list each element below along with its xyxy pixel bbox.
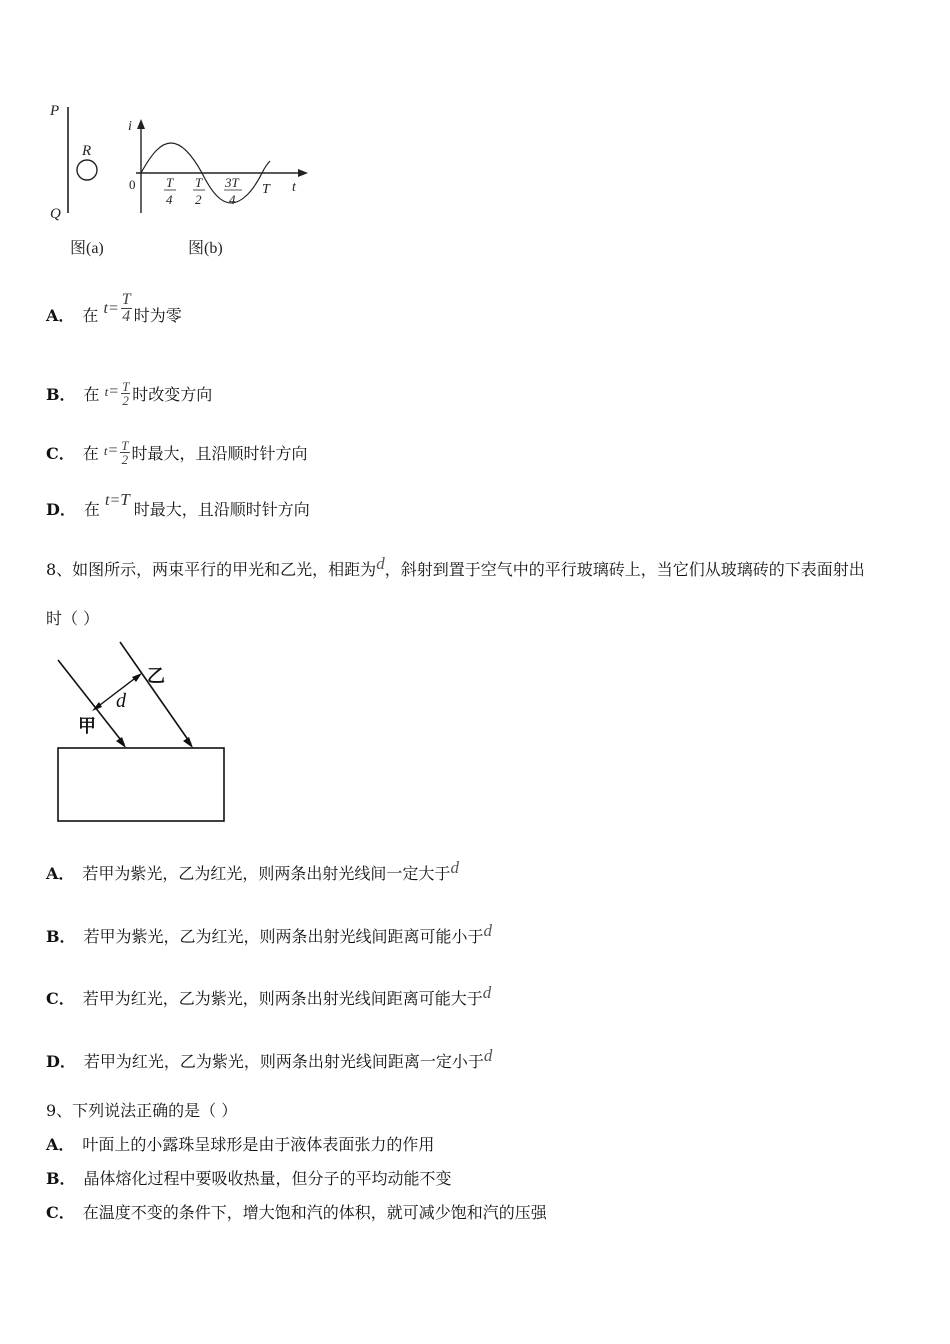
y-axis-arrow [137, 119, 145, 129]
q7-figure [40, 95, 320, 265]
q9-option-c: C． 在温度不变的条件下，增大饱和汽的体积，就可减少饱和汽的压强 [46, 1203, 547, 1222]
tick-t2-den: 2 [195, 192, 202, 207]
option-letter: D． [46, 500, 76, 519]
ray-yi [120, 642, 191, 744]
option-letter: C． [46, 444, 75, 463]
q8-option-b: B． 若甲为紫光，乙为红光，则两条出射光线间距离可能小于d [46, 921, 493, 946]
x-axis-arrow [298, 169, 308, 177]
option-letter: C． [46, 1203, 75, 1222]
label-p: P [50, 103, 60, 119]
option-letter: C． [46, 989, 75, 1008]
ray-jia-arrow [116, 737, 126, 748]
axis-t: t [292, 180, 296, 195]
fraction-t-over-2: $\frac{T}{2}$ [122, 379, 130, 408]
tick-3t4-den: 4 [229, 192, 236, 207]
q8-stem-line2: 时（ ） [46, 609, 100, 628]
origin-label: 0 [129, 177, 136, 192]
label-d: d [116, 690, 126, 712]
label-yi: 乙 [147, 666, 165, 686]
var-d: d [450, 858, 459, 877]
q9-option-b: B． 晶体熔化过程中要吸收热量，但分子的平均动能不变 [46, 1169, 452, 1188]
q7-option-c: C． 在 $^t$= $\frac{T}{2}$ 时最大，且沿顺时针方向 [46, 438, 308, 467]
q7-option-a: A． 在 t= $\frac{T}{4}$ 时为零 [46, 291, 182, 325]
q9-stem: 9、下列说法正确的是（ ） [46, 1101, 238, 1120]
caption-b: 图(b) [188, 240, 223, 257]
label-q: Q [50, 206, 61, 222]
var-d: d [483, 921, 493, 940]
var-T: T [120, 490, 130, 509]
q7-option-b: B． 在 $^t$= $\frac{T}{2}$ 时改变方向 [46, 379, 213, 408]
q8-figure [50, 640, 240, 830]
tick-t2-num: T [195, 175, 203, 190]
option-letter: A． [46, 1135, 75, 1154]
label-jia: 甲 [78, 716, 96, 736]
tick-t4-num: T [166, 175, 174, 190]
option-letter: D． [46, 1052, 76, 1071]
fraction-t-over-4: $\frac{T}{4}$ [121, 291, 131, 325]
caption-a: 图(a) [70, 240, 104, 257]
tick-3t4-num: 3T [225, 175, 239, 190]
loop-r [77, 160, 97, 180]
var-t: t [103, 300, 108, 317]
var-t: t [104, 384, 109, 399]
option-letter: B． [46, 927, 76, 946]
q7-option-d: D． 在 t=T时最大，且沿顺时针方向 [46, 490, 310, 519]
var-d: d [482, 983, 492, 1002]
ray-yi-arrow [183, 737, 193, 748]
q8-option-a: A． 若甲为紫光，乙为红光，则两条出射光线间一定大于d [46, 858, 459, 883]
q8-option-c: C． 若甲为红光，乙为紫光，则两条出射光线间距离可能大于d [46, 983, 492, 1008]
var-d: d [376, 554, 385, 573]
option-letter: A． [46, 306, 75, 325]
axis-i: i [128, 119, 132, 134]
glass-brick [58, 748, 224, 821]
label-r: R [82, 143, 92, 159]
var-t: t [105, 492, 110, 509]
option-letter: B． [46, 385, 76, 404]
option-letter: A． [46, 864, 75, 883]
q8-option-d: D． 若甲为红光，乙为紫光，则两条出射光线间距离一定小于d [46, 1046, 493, 1071]
option-letter: B． [46, 1169, 76, 1188]
fraction-t-over-2: $\frac{T}{2}$ [121, 438, 129, 467]
q9-option-a: A． 叶面上的小露珠呈球形是由于液体表面张力的作用 [46, 1135, 435, 1154]
var-t: t [103, 443, 108, 458]
q8-stem-line1: 8、如图所示，两束平行的甲光和乙光，相距为d，斜射到置于空气中的平行玻璃砖上，当它们从玻璃砖的下表面射出 [46, 554, 865, 579]
var-d: d [483, 1046, 493, 1065]
tick-T: T [262, 182, 270, 197]
tick-t4-den: 4 [166, 192, 173, 207]
